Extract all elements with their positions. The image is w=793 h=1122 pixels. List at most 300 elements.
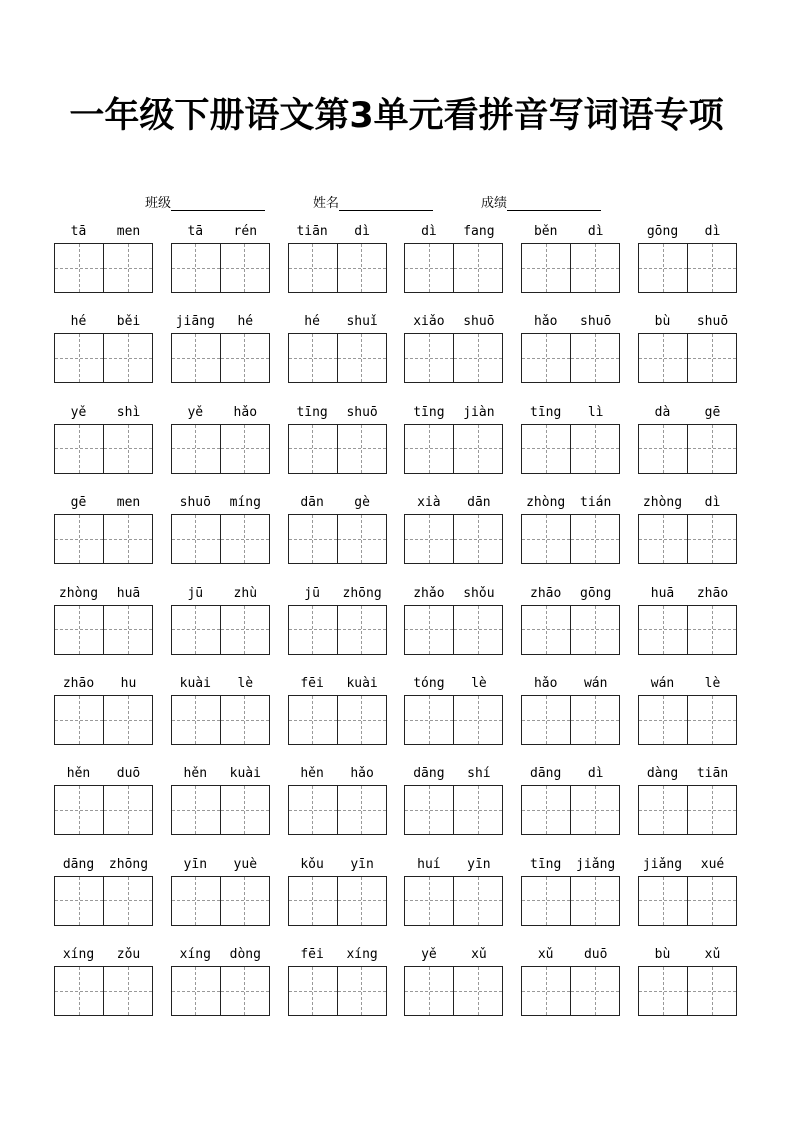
tianzige-box-pair xyxy=(54,424,153,474)
word-item xyxy=(638,675,737,755)
tianzige-cell[interactable] xyxy=(337,967,386,1015)
tianzige-cell[interactable] xyxy=(687,606,736,654)
pinyin-syllable: xíng xyxy=(62,947,95,963)
word-item xyxy=(404,585,503,665)
pinyin-syllable: yě xyxy=(70,404,87,420)
pinyin-syllable: yuè xyxy=(233,856,258,872)
name-label: 姓名 xyxy=(313,196,340,211)
pinyin-syllable: wán xyxy=(583,676,608,691)
tianzige-cell[interactable] xyxy=(289,244,337,292)
tianzige-cell[interactable] xyxy=(172,425,220,473)
score-label: 成绩 xyxy=(481,196,508,211)
tianzige-cell[interactable] xyxy=(522,334,570,382)
pinyin-syllable: men xyxy=(116,224,141,239)
tianzige-box-pair xyxy=(521,876,620,926)
pinyin-syllable: duō xyxy=(583,947,608,963)
word-item xyxy=(54,223,153,303)
pinyin-syllable: zǒu xyxy=(116,947,141,963)
tianzige-cell[interactable] xyxy=(289,515,337,563)
tianzige-cell[interactable] xyxy=(687,334,736,382)
word-item xyxy=(404,946,503,1026)
pinyin-syllable: hé xyxy=(70,314,87,330)
tianzige-cell[interactable] xyxy=(639,696,687,744)
pinyin-syllable: wán xyxy=(650,676,675,691)
tianzige-cell[interactable] xyxy=(522,877,570,925)
tianzige-cell[interactable] xyxy=(220,877,269,925)
pinyin-syllable: kuài xyxy=(229,766,261,782)
pinyin-syllable: xíng xyxy=(346,947,378,963)
word-item xyxy=(54,946,153,1026)
tianzige-cell[interactable] xyxy=(220,515,269,563)
tianzige-cell[interactable] xyxy=(103,696,152,744)
pinyin-syllable: yīn xyxy=(350,856,374,872)
tianzige-cell[interactable] xyxy=(405,786,453,834)
pinyin-syllable: men xyxy=(116,495,141,511)
tianzige-box-pair xyxy=(288,966,387,1016)
word-item xyxy=(404,675,503,755)
tianzige-cell[interactable] xyxy=(570,696,619,744)
tianzige-cell[interactable] xyxy=(172,334,220,382)
pinyin-syllable: jiǎng xyxy=(576,856,616,872)
word-item xyxy=(638,585,737,665)
tianzige-cell[interactable] xyxy=(570,515,619,563)
tianzige-cell[interactable] xyxy=(172,696,220,744)
tianzige-cell[interactable] xyxy=(453,696,502,744)
word-item xyxy=(404,404,503,484)
word-item xyxy=(54,585,153,665)
tianzige-cell[interactable] xyxy=(453,786,502,834)
word-item xyxy=(521,585,620,665)
tianzige-cell[interactable] xyxy=(687,967,736,1015)
tianzige-cell[interactable] xyxy=(55,334,103,382)
tianzige-cell[interactable] xyxy=(220,244,269,292)
tianzige-cell[interactable] xyxy=(522,515,570,563)
tianzige-cell[interactable] xyxy=(220,786,269,834)
tianzige-cell[interactable] xyxy=(220,967,269,1015)
pinyin-syllable: dàng xyxy=(646,766,679,782)
tianzige-cell[interactable] xyxy=(172,877,220,925)
tianzige-cell[interactable] xyxy=(103,334,152,382)
class-field[interactable] xyxy=(145,192,265,211)
pinyin-syllable: zhōng xyxy=(108,856,149,872)
pinyin-syllable: fēi xyxy=(300,947,324,963)
pinyin-syllable: rén xyxy=(233,224,258,239)
tianzige-cell[interactable] xyxy=(687,425,736,473)
tianzige-cell[interactable] xyxy=(103,877,152,925)
pinyin-syllable: zhòng xyxy=(58,585,99,601)
pinyin-syllable: shuǐ xyxy=(346,314,378,330)
pinyin-syllable: xué xyxy=(700,856,725,872)
word-row xyxy=(54,675,738,755)
tianzige-box-pair xyxy=(171,966,270,1016)
word-item xyxy=(171,404,270,484)
pinyin-syllable: kuài xyxy=(346,676,378,691)
pinyin-syllable: zhāo xyxy=(696,585,729,601)
pinyin-syllable: shuō xyxy=(179,495,211,511)
word-item xyxy=(171,946,270,1026)
tianzige-cell[interactable] xyxy=(337,606,386,654)
pinyin-syllable: tā xyxy=(70,224,87,239)
tianzige-box-pair xyxy=(521,605,620,655)
tianzige-cell[interactable] xyxy=(289,696,337,744)
tianzige-cell[interactable] xyxy=(55,244,103,292)
pinyin-syllable: zhù xyxy=(233,585,258,601)
tianzige-box-pair xyxy=(521,424,620,474)
pinyin-syllable: dì xyxy=(704,495,721,511)
tianzige-cell[interactable] xyxy=(103,425,152,473)
class-label: 班级 xyxy=(145,196,172,211)
pinyin-syllable: hǎo xyxy=(350,766,374,782)
tianzige-cell[interactable] xyxy=(172,786,220,834)
tianzige-cell[interactable] xyxy=(55,425,103,473)
pinyin-syllable: dì xyxy=(587,224,604,239)
pinyin-syllable: dì xyxy=(704,224,721,239)
tianzige-cell[interactable] xyxy=(55,877,103,925)
word-row xyxy=(54,765,738,845)
tianzige-cell[interactable] xyxy=(522,786,570,834)
pinyin-syllable: gōng xyxy=(646,224,679,239)
tianzige-cell[interactable] xyxy=(570,425,619,473)
tianzige-cell[interactable] xyxy=(103,244,152,292)
word-item xyxy=(638,856,737,936)
pinyin-syllable: shuō xyxy=(346,404,378,420)
pinyin-syllable: yīn xyxy=(183,856,208,872)
word-item xyxy=(521,675,620,755)
tianzige-cell[interactable] xyxy=(55,515,103,563)
score-field[interactable] xyxy=(481,192,601,211)
tianzige-cell[interactable] xyxy=(522,967,570,1015)
word-item xyxy=(171,223,270,303)
tianzige-box-pair xyxy=(171,424,270,474)
pinyin-syllable: shuō xyxy=(696,314,729,330)
pinyin-syllable: xià xyxy=(417,495,441,511)
word-item xyxy=(171,585,270,665)
tianzige-cell[interactable] xyxy=(405,244,453,292)
pinyin-syllable: gōng xyxy=(580,585,612,601)
word-item xyxy=(521,856,620,936)
tianzige-cell[interactable] xyxy=(220,334,269,382)
pinyin-syllable: zhōng xyxy=(342,585,382,601)
word-item xyxy=(404,856,503,936)
tianzige-cell[interactable] xyxy=(453,244,502,292)
tianzige-box-pair xyxy=(171,876,270,926)
tianzige-cell[interactable] xyxy=(289,334,337,382)
word-item xyxy=(288,856,387,936)
pinyin-syllable: shí xyxy=(467,766,491,782)
pinyin-syllable: duō xyxy=(116,766,141,782)
tianzige-cell[interactable] xyxy=(103,515,152,563)
pinyin-syllable: tīng xyxy=(296,404,328,420)
pinyin-syllable: jiàn xyxy=(463,404,495,420)
tianzige-cell[interactable] xyxy=(570,334,619,382)
tianzige-cell[interactable] xyxy=(103,786,152,834)
tianzige-cell[interactable] xyxy=(55,967,103,1015)
tianzige-cell[interactable] xyxy=(639,515,687,563)
pinyin-syllable: hé xyxy=(237,314,254,330)
tianzige-box-pair xyxy=(404,333,503,383)
word-row xyxy=(54,223,738,303)
word-item xyxy=(638,313,737,393)
pinyin-syllable: zhòng xyxy=(642,495,683,511)
pinyin-syllable: huí xyxy=(417,856,441,872)
pinyin-syllable: xǔ xyxy=(704,947,721,963)
tianzige-cell[interactable] xyxy=(570,244,619,292)
tianzige-cell[interactable] xyxy=(639,877,687,925)
tianzige-cell[interactable] xyxy=(289,967,337,1015)
word-item xyxy=(521,223,620,303)
word-item xyxy=(638,765,737,845)
pinyin-syllable: zhòng xyxy=(526,495,566,511)
pinyin-syllable: shuō xyxy=(463,314,495,330)
tianzige-box-pair xyxy=(638,243,737,293)
tianzige-cell[interactable] xyxy=(639,334,687,382)
tianzige-cell[interactable] xyxy=(639,967,687,1015)
pinyin-syllable: jū xyxy=(187,585,204,601)
word-item xyxy=(404,494,503,574)
tianzige-cell[interactable] xyxy=(522,244,570,292)
pinyin-syllable: dì xyxy=(587,766,604,782)
word-row xyxy=(54,404,738,484)
tianzige-box-pair xyxy=(404,695,503,745)
tianzige-cell[interactable] xyxy=(570,877,619,925)
pinyin-syllable: tā xyxy=(187,224,204,239)
pinyin-syllable: kuài xyxy=(179,676,211,691)
pinyin-syllable: tīng xyxy=(530,404,562,420)
tianzige-box-pair xyxy=(638,876,737,926)
tianzige-cell[interactable] xyxy=(337,877,386,925)
tianzige-cell[interactable] xyxy=(337,425,386,473)
pinyin-syllable: zhāo xyxy=(530,585,562,601)
word-item xyxy=(638,494,737,574)
word-item xyxy=(171,765,270,845)
word-row xyxy=(54,585,738,665)
pinyin-syllable: fang xyxy=(463,224,495,239)
tianzige-box-pair xyxy=(638,695,737,745)
word-item xyxy=(171,856,270,936)
tianzige-box-pair xyxy=(638,514,737,564)
tianzige-cell[interactable] xyxy=(289,425,337,473)
pinyin-syllable: běi xyxy=(116,314,141,330)
word-item xyxy=(54,494,153,574)
word-item xyxy=(288,404,387,484)
tianzige-box-pair xyxy=(404,424,503,474)
pinyin-syllable: yě xyxy=(421,947,437,963)
pinyin-syllable: shì xyxy=(116,404,141,420)
tianzige-cell[interactable] xyxy=(639,606,687,654)
tianzige-cell[interactable] xyxy=(337,515,386,563)
tianzige-cell[interactable] xyxy=(103,967,152,1015)
pinyin-syllable: dān xyxy=(467,495,491,511)
tianzige-cell[interactable] xyxy=(522,425,570,473)
tianzige-cell[interactable] xyxy=(570,606,619,654)
pinyin-syllable: hé xyxy=(304,314,320,330)
tianzige-cell[interactable] xyxy=(453,967,502,1015)
pinyin-syllable: lè xyxy=(471,676,487,691)
tianzige-cell[interactable] xyxy=(453,334,502,382)
tianzige-box-pair xyxy=(171,785,270,835)
tianzige-cell[interactable] xyxy=(453,515,502,563)
tianzige-cell[interactable] xyxy=(570,967,619,1015)
page-title: 一年级下册语文第3单元看拼音写词语专项 xyxy=(69,96,724,136)
tianzige-cell[interactable] xyxy=(405,877,453,925)
word-item xyxy=(521,313,620,393)
pinyin-syllable: dà xyxy=(654,404,671,420)
tianzige-cell[interactable] xyxy=(405,515,453,563)
score-blank-line[interactable] xyxy=(507,195,601,211)
pinyin-syllable: hěn xyxy=(300,766,324,782)
tianzige-cell[interactable] xyxy=(289,786,337,834)
word-item xyxy=(54,404,153,484)
class-blank-line[interactable] xyxy=(171,195,265,211)
word-item xyxy=(521,946,620,1026)
pinyin-syllable: huā xyxy=(650,585,675,601)
pinyin-syllable: hěn xyxy=(183,766,208,782)
tianzige-cell[interactable] xyxy=(570,786,619,834)
tianzige-cell[interactable] xyxy=(172,967,220,1015)
tianzige-box-pair xyxy=(521,695,620,745)
tianzige-cell[interactable] xyxy=(522,696,570,744)
pinyin-syllable: tīng xyxy=(530,856,562,872)
tianzige-box-pair xyxy=(638,424,737,474)
tianzige-cell[interactable] xyxy=(453,606,502,654)
word-item xyxy=(171,313,270,393)
tianzige-box-pair xyxy=(171,514,270,564)
tianzige-box-pair xyxy=(171,333,270,383)
tianzige-cell[interactable] xyxy=(55,606,103,654)
pinyin-syllable: xíng xyxy=(179,947,211,963)
pinyin-syllable: hu xyxy=(120,676,137,691)
tianzige-cell[interactable] xyxy=(453,425,502,473)
tianzige-box-pair xyxy=(54,785,153,835)
tianzige-cell[interactable] xyxy=(289,606,337,654)
tianzige-cell[interactable] xyxy=(220,696,269,744)
tianzige-cell[interactable] xyxy=(522,606,570,654)
tianzige-cell[interactable] xyxy=(687,786,736,834)
tianzige-box-pair xyxy=(638,785,737,835)
tianzige-cell[interactable] xyxy=(289,877,337,925)
pinyin-syllable: yě xyxy=(187,404,204,420)
word-item xyxy=(288,494,387,574)
tianzige-box-pair xyxy=(54,695,153,745)
word-item xyxy=(638,223,737,303)
pinyin-syllable: shǒu xyxy=(463,585,495,601)
pinyin-syllable: yīn xyxy=(467,856,491,872)
tianzige-box-pair xyxy=(171,695,270,745)
tianzige-cell[interactable] xyxy=(337,334,386,382)
word-item xyxy=(288,765,387,845)
tianzige-cell[interactable] xyxy=(405,967,453,1015)
word-item xyxy=(404,313,503,393)
word-item xyxy=(638,946,737,1026)
pinyin-syllable: lè xyxy=(237,676,254,691)
tianzige-cell[interactable] xyxy=(687,515,736,563)
tianzige-box-pair xyxy=(171,243,270,293)
word-row xyxy=(54,946,738,1026)
tianzige-box-pair xyxy=(521,514,620,564)
pinyin-syllable: jiǎng xyxy=(642,856,683,872)
tianzige-box-pair xyxy=(521,785,620,835)
tianzige-cell[interactable] xyxy=(337,244,386,292)
tianzige-box-pair xyxy=(288,605,387,655)
tianzige-cell[interactable] xyxy=(405,334,453,382)
tianzige-box-pair xyxy=(404,243,503,293)
tianzige-box-pair xyxy=(288,514,387,564)
tianzige-box-pair xyxy=(54,243,153,293)
pinyin-syllable: hěn xyxy=(66,766,91,782)
tianzige-cell[interactable] xyxy=(639,244,687,292)
pinyin-syllable: lè xyxy=(704,676,721,691)
tianzige-cell[interactable] xyxy=(337,786,386,834)
tianzige-cell[interactable] xyxy=(405,425,453,473)
tianzige-box-pair xyxy=(404,966,503,1016)
pinyin-syllable: shuō xyxy=(580,314,612,330)
student-info-row xyxy=(0,192,793,212)
tianzige-cell[interactable] xyxy=(220,425,269,473)
tianzige-box-pair xyxy=(404,876,503,926)
tianzige-cell[interactable] xyxy=(405,606,453,654)
tianzige-cell[interactable] xyxy=(639,786,687,834)
pinyin-syllable: míng xyxy=(229,495,261,511)
pinyin-syllable: tīng xyxy=(413,404,445,420)
pinyin-syllable: huā xyxy=(116,585,141,601)
pinyin-syllable: dāng xyxy=(62,856,95,872)
tianzige-cell[interactable] xyxy=(103,606,152,654)
tianzige-cell[interactable] xyxy=(172,244,220,292)
tianzige-cell[interactable] xyxy=(687,696,736,744)
tianzige-cell[interactable] xyxy=(405,696,453,744)
pinyin-syllable: xǔ xyxy=(537,947,554,963)
tianzige-cell[interactable] xyxy=(220,606,269,654)
tianzige-box-pair xyxy=(288,424,387,474)
pinyin-syllable: gē xyxy=(704,404,721,420)
tianzige-cell[interactable] xyxy=(639,425,687,473)
tianzige-box-pair xyxy=(521,966,620,1016)
tianzige-cell[interactable] xyxy=(337,696,386,744)
pinyin-syllable: gē xyxy=(70,495,87,511)
tianzige-box-pair xyxy=(638,333,737,383)
word-item xyxy=(288,946,387,1026)
word-row xyxy=(54,494,738,574)
pinyin-syllable: hǎo xyxy=(533,314,558,330)
pinyin-syllable: jiāng xyxy=(175,314,215,330)
tianzige-box-pair xyxy=(54,605,153,655)
tianzige-cell[interactable] xyxy=(453,877,502,925)
word-item xyxy=(288,223,387,303)
tianzige-cell[interactable] xyxy=(687,244,736,292)
tianzige-cell[interactable] xyxy=(55,696,103,744)
word-item xyxy=(404,765,503,845)
pinyin-syllable: tián xyxy=(580,495,612,511)
tianzige-cell[interactable] xyxy=(55,786,103,834)
tianzige-cell[interactable] xyxy=(172,515,220,563)
pinyin-syllable: dì xyxy=(421,224,437,239)
pinyin-syllable: zhǎo xyxy=(413,585,445,601)
name-blank-line[interactable] xyxy=(339,195,433,211)
word-item xyxy=(638,404,737,484)
tianzige-cell[interactable] xyxy=(687,877,736,925)
tianzige-box-pair xyxy=(54,876,153,926)
pinyin-syllable: tóng xyxy=(413,676,445,691)
name-field[interactable] xyxy=(313,192,433,211)
tianzige-box-pair xyxy=(54,333,153,383)
word-row xyxy=(54,856,738,936)
word-item xyxy=(288,313,387,393)
tianzige-box-pair xyxy=(54,514,153,564)
pinyin-syllable: xiǎo xyxy=(413,314,445,330)
tianzige-box-pair xyxy=(638,605,737,655)
tianzige-box-pair xyxy=(521,243,620,293)
tianzige-cell[interactable] xyxy=(172,606,220,654)
